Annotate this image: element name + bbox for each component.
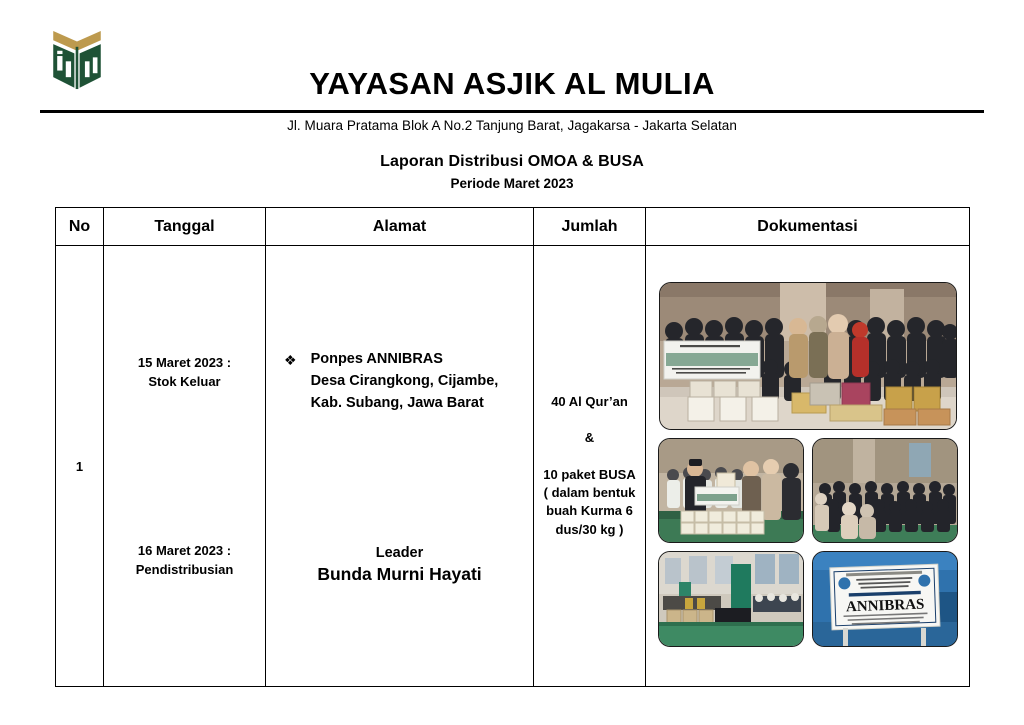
svg-text:ANNIBRAS: ANNIBRAS bbox=[845, 596, 925, 615]
alamat-text bbox=[311, 349, 499, 414]
open-quran-book-logo-icon bbox=[44, 27, 110, 93]
letterhead bbox=[0, 0, 1024, 191]
table-row bbox=[56, 246, 970, 687]
photo-group-handover-banner-image bbox=[660, 283, 956, 429]
jumlah-busa-detail-2: buah Kurma 6 bbox=[546, 503, 633, 519]
photo-annibras-signboard bbox=[812, 551, 958, 647]
organization-address: Jl. Muara Pratama Blok A No.2 Tanjung Barat, Jagakarsa - Jakarta Selatan bbox=[287, 118, 737, 133]
tanggal-stok-keluar bbox=[110, 354, 259, 392]
cell-jumlah bbox=[534, 246, 646, 687]
documentation-row-2 bbox=[656, 438, 959, 543]
documentation-row-3 bbox=[656, 551, 959, 647]
table-header-row bbox=[56, 208, 970, 246]
cell-alamat bbox=[266, 246, 534, 687]
leader-label: Leader bbox=[375, 544, 424, 561]
photo-symbolic-handover-image bbox=[659, 439, 803, 542]
jumlah-content bbox=[534, 393, 645, 540]
report-table-wrapper bbox=[55, 207, 969, 687]
column-header-tanggal: Tanggal bbox=[104, 208, 266, 246]
jumlah-busa-detail-3: dus/30 kg ) bbox=[555, 521, 624, 537]
cell-tanggal bbox=[104, 246, 266, 687]
leader-block bbox=[276, 544, 523, 586]
tanggal-stok-keluar-date: 15 Maret 2023 : bbox=[137, 355, 232, 370]
alamat-line-region: Kab. Subang, Jawa Barat bbox=[310, 394, 484, 411]
tanggal-pendistribusian bbox=[110, 542, 259, 580]
alamat-line-institution: Ponpes ANNIBRAS bbox=[310, 351, 443, 367]
jumlah-busa-detail-1: ( dalam bentuk bbox=[543, 485, 636, 500]
photo-hall-ceremony-image bbox=[659, 552, 803, 646]
jumlah-busa: 10 paket BUSA bbox=[543, 466, 636, 482]
photo-annibras-signboard-image bbox=[813, 552, 957, 646]
alamat-entry bbox=[276, 349, 523, 414]
column-header-jumlah: Jumlah bbox=[534, 208, 646, 246]
report-title: Laporan Distribusi OMOA & BUSA bbox=[380, 153, 644, 170]
photo-santri-assembly-image bbox=[813, 439, 957, 542]
photo-symbolic-handover bbox=[658, 438, 804, 543]
photo-hall-ceremony bbox=[658, 551, 804, 647]
documentation-gallery bbox=[646, 268, 969, 665]
tanggal-pendistribusian-date: 16 Maret 2023 : bbox=[137, 543, 232, 559]
diamond-bullet-icon: ❖ bbox=[284, 352, 297, 368]
leader-name: Bunda Murni Hayati bbox=[317, 564, 482, 585]
column-header-alamat: Alamat bbox=[266, 208, 534, 246]
alamat-line-village: Desa Cirangkong, Cijambe, bbox=[310, 372, 499, 389]
jumlah-quran: 40 Al Qur’an bbox=[551, 393, 628, 409]
tanggal-stok-keluar-label: Stok Keluar bbox=[148, 373, 221, 389]
column-header-no: No bbox=[56, 208, 104, 246]
organization-title: YAYASAN ASJIK AL MULIA bbox=[309, 66, 715, 101]
cell-dokumentasi bbox=[646, 246, 970, 687]
tanggal-pendistribusian-label: Pendistribusian bbox=[135, 562, 234, 578]
photo-santri-assembly bbox=[812, 438, 958, 543]
jumlah-ampersand: & bbox=[584, 430, 595, 446]
report-period: Periode Maret 2023 bbox=[450, 176, 574, 191]
distribution-report-table bbox=[55, 207, 970, 687]
cell-row-number: 1 bbox=[56, 246, 104, 687]
organization-logo bbox=[44, 27, 110, 93]
photo-group-handover-banner bbox=[659, 282, 957, 430]
column-header-dokumentasi: Dokumentasi bbox=[646, 208, 970, 246]
